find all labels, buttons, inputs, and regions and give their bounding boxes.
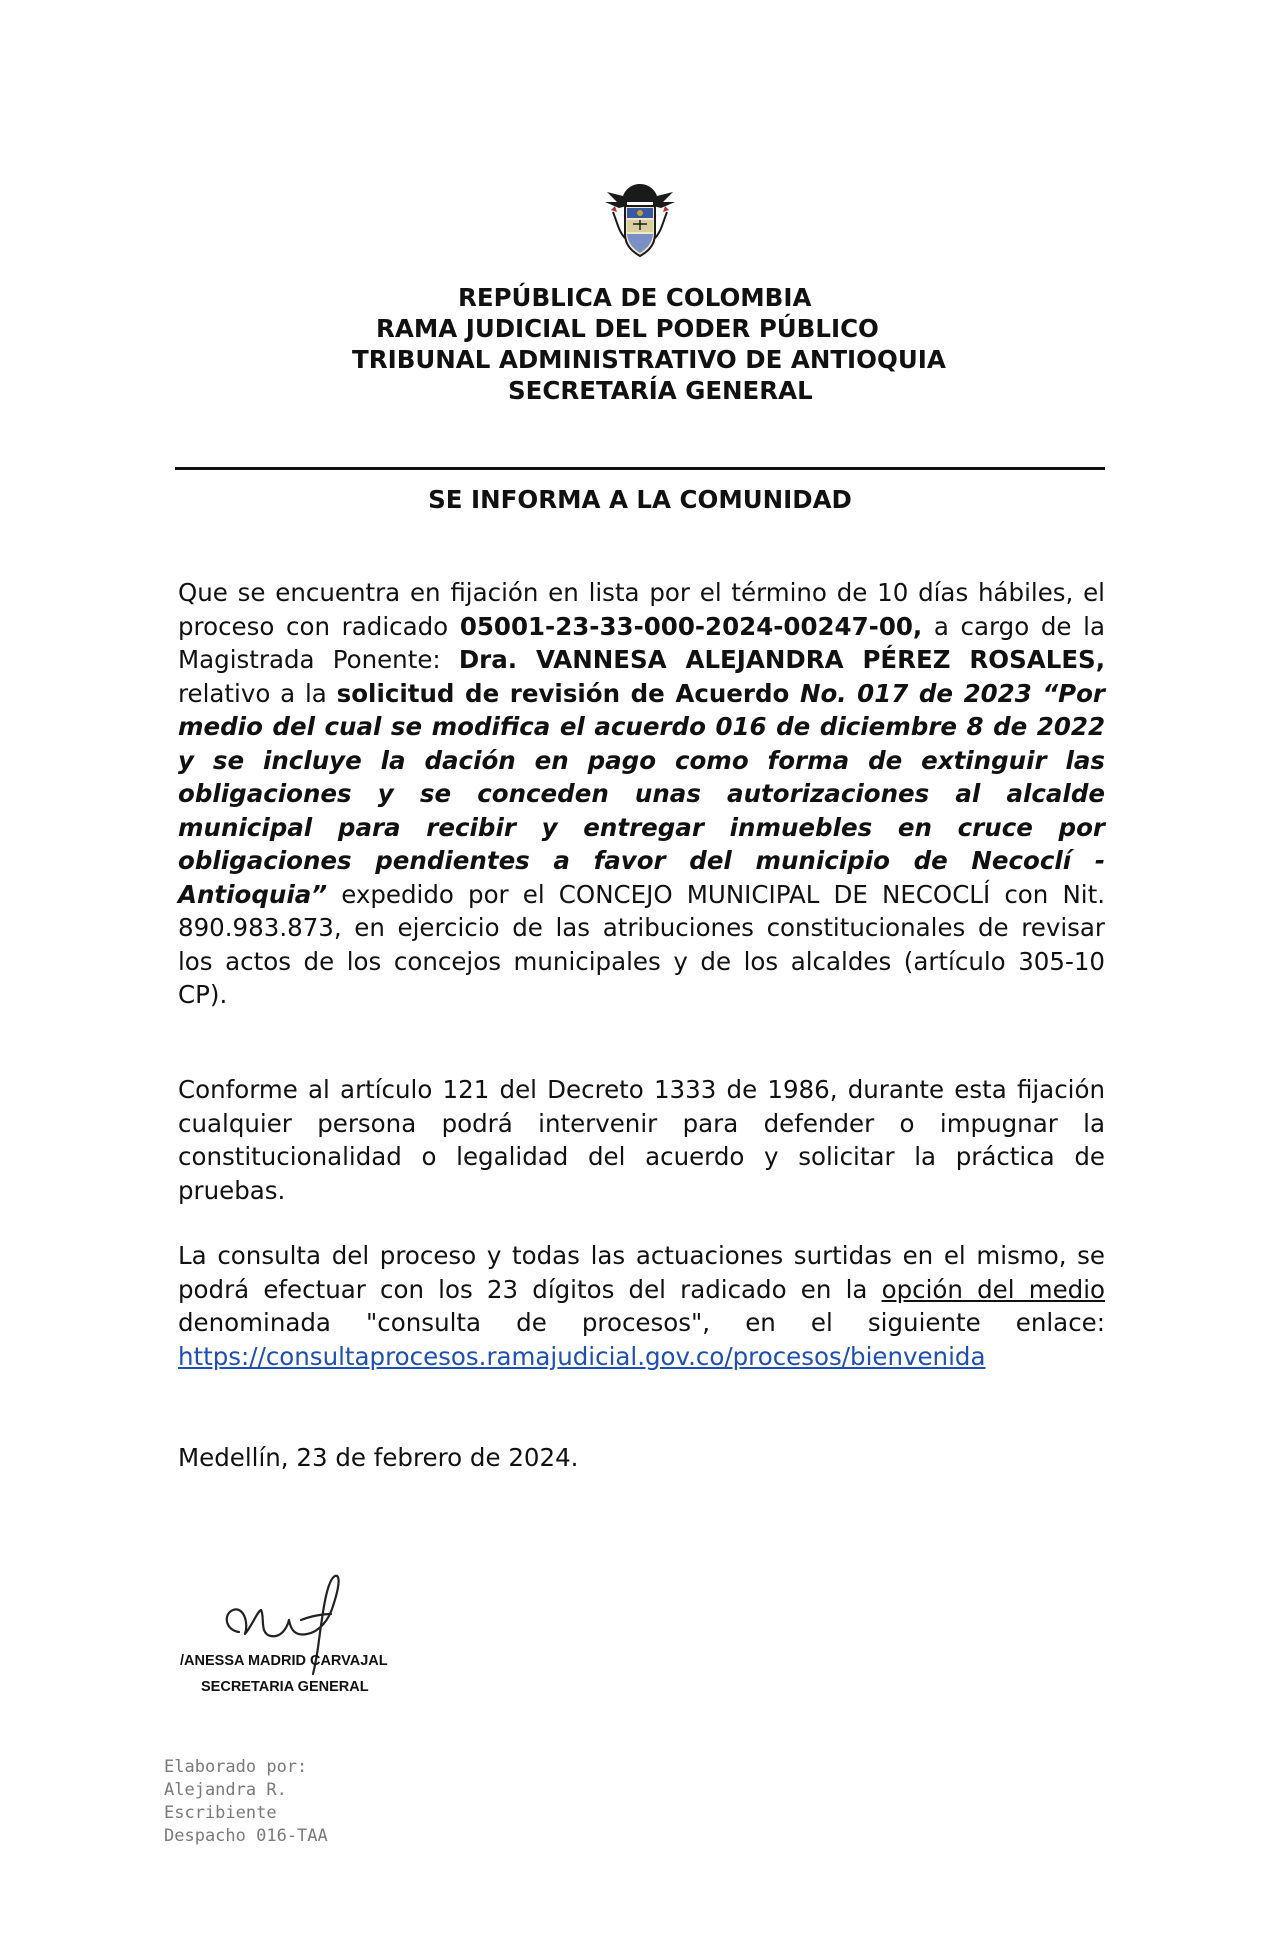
paragraph3-text-1: La consulta del proceso y todas las actuaciones surtidas en el mismo, se podrá efectuar con los 23 dígitos del radicado en la <box>178 1241 1105 1304</box>
footer-office: Despacho 016-TAA <box>164 1826 328 1846</box>
paragraph3-text-2: denominada "consulta de procesos", en el siguiente enlace: <box>178 1308 1105 1337</box>
header-line-republic: REPÚBLICA DE COLOMBIA <box>458 283 812 312</box>
case-number: 05001-23-33-000-2024-00247-00, <box>459 611 923 641</box>
consulta-procesos-link[interactable]: https://consultaprocesos.ramajudicial.gov.co/procesos/bienvenida <box>178 1341 986 1371</box>
underlined-option-text: opción del medio <box>881 1274 1105 1304</box>
footer-prepared-by-label: Elaborado por: <box>164 1757 308 1777</box>
magistrate-name: Dra. VANNESA ALEJANDRA PÉREZ ROSALES, <box>458 645 1106 674</box>
institution-header <box>175 282 1105 406</box>
footer-preparer-name: Alejandra R. <box>164 1780 287 1800</box>
notice-title: SE INFORMA A LA COMUNIDAD <box>428 485 852 514</box>
paragraph1-text-2: a cargo de la Magistrada Ponente: <box>178 611 1105 674</box>
signer-name: /ANESSA MADRID CARVAJAL <box>180 1653 388 1669</box>
header-divider <box>175 467 1105 470</box>
request-type: solicitud de revisión de Acuerdo <box>336 678 800 708</box>
paragraph1-text-4: expedido por el CONCEJO MUNICIPAL DE NECOCLÍ con Nit. 890.983.873, en ejercicio de las atribuciones constitucionales de revisar los actos de los concejos municipales y de los alcaldes (artículo 305-10 CP). <box>178 879 1105 1009</box>
document-date: Medellín, 23 de febrero de 2024. <box>178 1443 579 1472</box>
footer-preparer-role: Escribiente <box>164 1803 277 1823</box>
notice-paragraph-2: Conforme al artículo 121 del Decreto 1333 de 1986, durante esta fijación cualquier persona podrá intervenir para defender o impugnar la constitucionalidad o legalidad del acuerdo y solicitar la práctica de pruebas. <box>178 1075 1105 1205</box>
header-line-judicial-branch: RAMA JUDICIAL DEL PODER PÚBLICO <box>376 314 879 343</box>
prepared-by-footer <box>164 1756 328 1848</box>
notice-paragraph-3 <box>178 1239 1105 1373</box>
paragraph1-text-3: relativo a la <box>178 678 337 708</box>
agreement-title: No. 017 de 2023 “Por medio del cual se modifica el acuerdo 016 de diciembre 8 de 2022 y se incluye la dación en pago como forma de extinguir las obligaciones y se conceden unas autorizaciones al alcalde municipal para recibir y entregar inmuebles en cruce por obligaciones pendientes a favor del municipio de Necoclí - Antioquia” <box>178 678 1105 909</box>
header-line-secretariat: SECRETARÍA GENERAL <box>508 376 813 405</box>
colombia-coat-of-arms-icon <box>603 178 677 260</box>
signer-role: SECRETARIA GENERAL <box>201 1679 369 1695</box>
header-line-tribunal: TRIBUNAL ADMINISTRATIVO DE ANTIOQUIA <box>352 345 946 374</box>
notice-paragraph-1 <box>178 576 1105 1012</box>
paragraph1-text-1: Que se encuentra en fijación en lista por el término de 10 días hábiles, el proceso con radicado <box>178 578 1105 641</box>
